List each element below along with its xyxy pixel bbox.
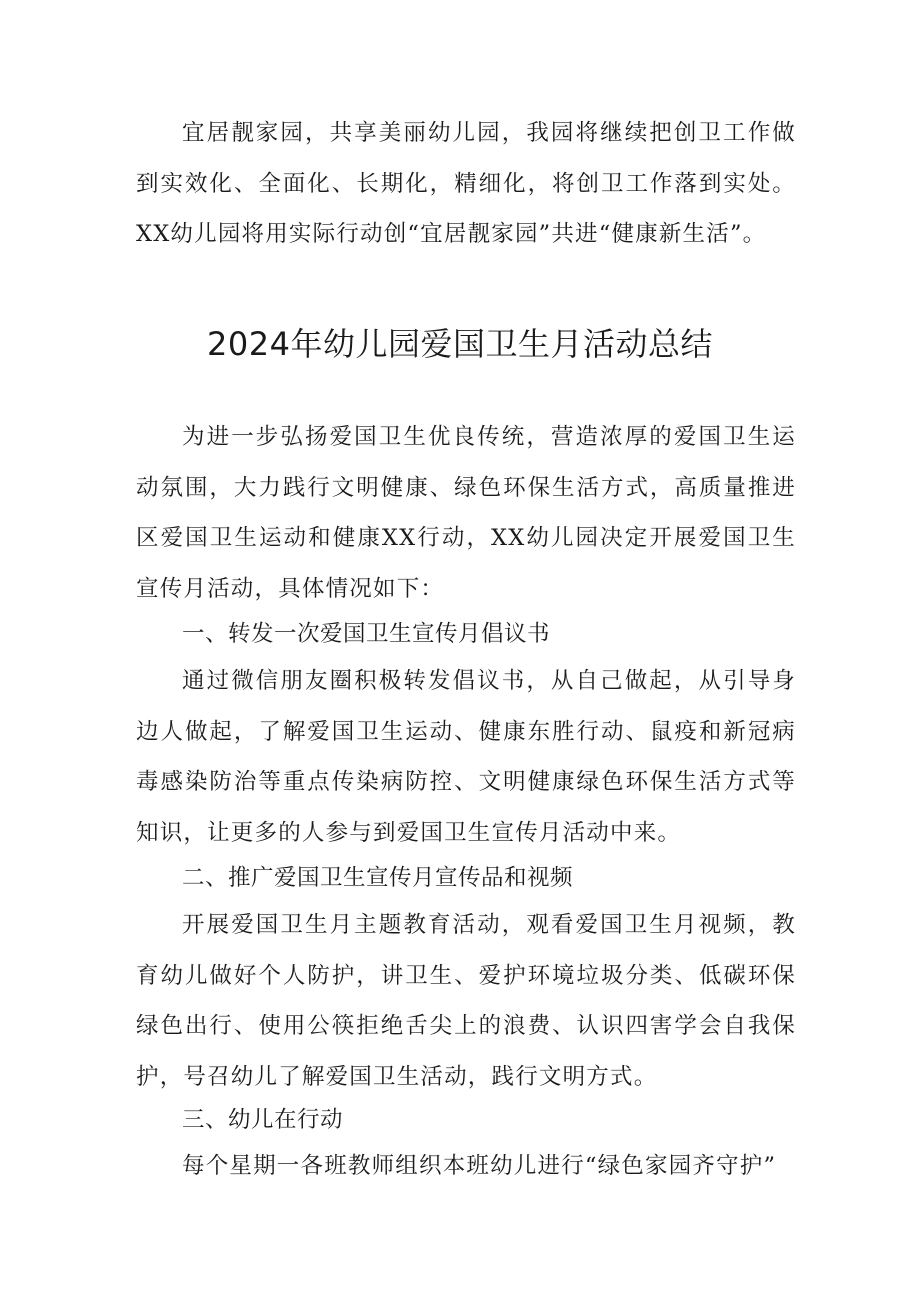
- document-title: 2024年幼儿园爱国卫生月活动总结: [207, 325, 713, 363]
- section-heading-1: 一、转发一次爱国卫生宣传月倡议书: [182, 621, 551, 647]
- opening-paragraph: 为进一步弘扬爱国卫生优良传统，营造浓厚的爱国卫生运动氛围，大力践行文明健康、绿色环保生活方式，高质量推进区爱国卫生运动和健康XX行动，XX幼儿园决定开展爱国卫生宣传月活动，具体情况如下：: [136, 424, 796, 602]
- section-body-2: 开展爱国卫生月主题教育活动，观看爱国卫生月视频，教育幼儿做好个人防护，讲卫生、爱护环境垃圾分类、低碳环保绿色出行、使用公筷拒绝舌尖上的浪费、认识四害学会自我保护，号召幼儿了解爱国卫生活动，践行文明方式。: [136, 912, 796, 1090]
- intro-paragraph: 宜居靓家园，共享美丽幼儿园，我园将继续把创卫工作做到实效化、全面化、长期化，精细化，将创卫工作落到实处。XX幼儿园将用实际行动创“宜居靓家园”共进“健康新生活”。: [136, 120, 796, 247]
- section-body-1: 通过微信朋友圈积极转发倡议书，从自己做起，从引导身边人做起，了解爱国卫生运动、健康东胜行动、鼠疫和新冠病毒感染防治等重点传染病防控、文明健康绿色环保生活方式等知识，让更多的人参与到爱国卫生宣传月活动中来。: [136, 668, 796, 846]
- section-heading-3: 三、幼儿在行动: [182, 1107, 344, 1133]
- section-body-3: 每个星期一各班教师组织本班幼儿进行“绿色家园齐守护”: [182, 1153, 777, 1179]
- section-heading-2: 二、推广爱国卫生宣传月宣传品和视频: [182, 865, 574, 891]
